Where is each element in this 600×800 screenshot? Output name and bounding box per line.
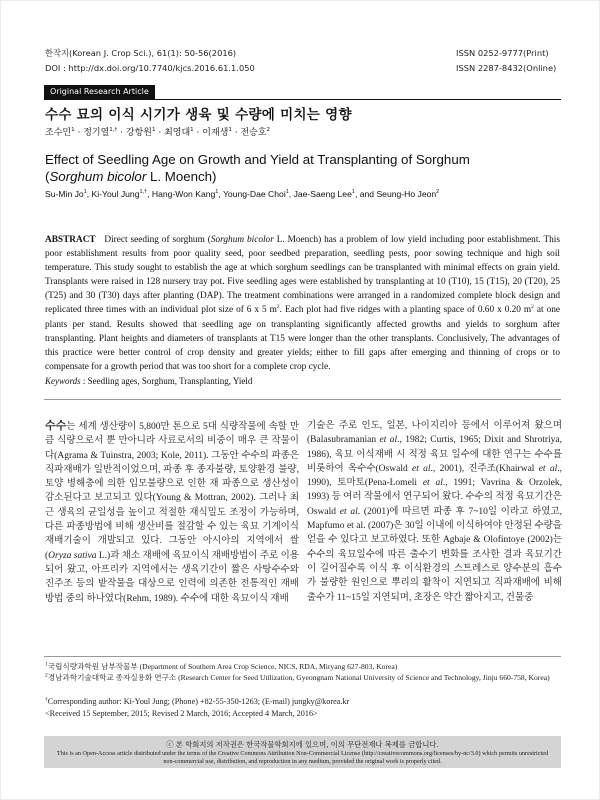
submission-dates: <Received 15 September, 2015; Revised 2 March, 2016; Accepted 4 March, 2016>: [45, 709, 318, 718]
author-separator: ,: [86, 189, 92, 199]
author-affiliation-marker: 1: [190, 127, 194, 133]
author-affiliation-marker: 1: [151, 127, 156, 133]
author-affiliation-marker: 1,†: [139, 189, 148, 196]
license-box: [44, 736, 561, 768]
article-type-bar: [44, 85, 561, 100]
authors-english: [45, 189, 439, 199]
author-affiliation-marker: 1: [83, 189, 87, 196]
issn-print: ISSN 0252-9777(Print): [456, 48, 549, 58]
author-separator: ·: [231, 128, 241, 138]
author-separator: ·: [193, 128, 203, 138]
author-separator: ,: [147, 189, 152, 199]
abstract-label: ABSTRACT: [45, 235, 96, 245]
author-separator: ,: [218, 189, 223, 199]
authors-korean: [45, 125, 270, 138]
title-korean: 수수 묘의 이식 시기가 생육 및 수량에 미치는 영향: [45, 107, 352, 123]
author-affiliation-marker: 1: [228, 127, 232, 133]
keywords-text: : Seedling ages, Sorghum, Transplanting, Yield: [80, 376, 253, 386]
author: 최영대$^1$: [164, 127, 194, 138]
author: Hang-Won Kang$^1$: [151, 189, 219, 199]
body-column-left: 수수는 세계 생산량이 5,800만 톤으로 5대 식량작물에 속할 만큼 식량으로서 뿐 만아니라 사료로서의 비중이 매우 큰 작물이다(Agrama & Tuinstra, 2003; Kole, 2011). 그동안 수수의 파종은 직파재배가 일반적이었으며, 파종 후 종자불량, 토양환경 불량, 토양 병해충에 의한 입모불량으로 인한 재 파종으로 생산성이 감소된다고 보고되고 있다(Young & Mottran, 2002). 그러나 최근 생육의 균일성을 높이고 적절한 재식밀도 조정이 가능하며, 다른 파종방법에 비해 생산비를 절감할 수 있는 육묘 기계이식 재배기술이 개발되고 있다. 그동안 아시아의 지역에서 쌀(Oryza sativa L.)과 채소 재배에 육묘이식 재배방법이 주로 이용되어 왔고, 아프리카 지역에서는 생육기간이 짧은 사탕수수와 진주조 등의 밭작물을 대상으로 인력에 의존한 전통적인 재배방법 중의 하나였다(Rehm, 1989). 수수에 대한 육묘이식 재배: [45, 419, 299, 604]
correspondence: [45, 696, 561, 720]
author-affiliation-marker: 1,†: [109, 127, 118, 133]
author-separator: ·: [117, 128, 126, 138]
author: 이재생$^1$: [202, 127, 232, 138]
author-affiliation-marker: 2: [436, 189, 440, 196]
footnote-divider: [44, 656, 561, 657]
journal-citation: 한작지(Korean J. Crop Sci.), 61(1): 50-56(2016): [45, 48, 237, 58]
title-english: [45, 151, 565, 185]
author-separator: ,: [354, 189, 360, 199]
author-affiliation-marker: 2: [266, 127, 271, 133]
author: Young-Dae Choi$^1$: [222, 189, 289, 199]
article-type-label: Original Research Article: [44, 85, 155, 99]
title-english-main: Effect of Seedling Age on Growth and Yield at Transplanting of Sorghum: [45, 152, 470, 167]
author: Su-Min Jo$^1$: [45, 189, 87, 199]
doi-link[interactable]: DOI : http://dx.doi.org/10.7740/kjcs.2016.61.1.050: [45, 63, 255, 73]
open-access-license: This is an Open-Access article distributed under the terms of the Creative Commons Attribution Non-Commercial License (http://creativecommons.org/licenses/by-nc/3.0) which permits unrestricted non-commercial use, distribution, and reproduction in any medium, provided the original work is properly cited.: [56, 750, 549, 765]
author-separator: ·: [155, 128, 165, 138]
author: 강항원$^1$: [125, 127, 156, 138]
section-divider: [44, 399, 561, 400]
issn-online: ISSN 2287-8432(Online): [456, 63, 557, 73]
abstract: ABSTRACT Direct seeding of sorghum (Sorghum bicolor L. Moench) has a problem of low yield including poor establishment. This poor establishment results from poor quality seed, poor seedbed preparation, seedling pests, poor sowing technique and high soil temperature. This study sought to establish the age at which sorghum seedlings can be transplanted with minimal effects on grain yield. Transplants were raised in 128 nursery tray pot. Five seedling ages were established by transplanting at 10 (T10), 15 (T15), 20 (T20), 25 (T25) and 30 (T30) days after planting (DAP). The treatment combinations were arranged in a randomized complete block design and replicated three times with an individual plot size of 6 x 5 $m^2$. Each plot had five ridges with a planting space of 0.60 x 0.20 $m^2$ at one plants per stand. Results showed that seedling age on transplanting significantly affected growths and yields to sorghum after transplanting. Plant heights and diameters of transplants at T15 were longer than the other transplants. Conclusively, The advantages of this practice were better control of crop density and greater yields; either to fill gaps after emerging and thinning of crops or to compensate for a growth period that was too short for a complete crop cycle.: [45, 235, 561, 372]
author-separator: ,: [288, 189, 294, 199]
affiliations: [45, 661, 561, 683]
author: Ki-Youl Jung$^{1,\dagger}$: [91, 189, 148, 199]
author-affiliation-marker: 1: [351, 189, 355, 196]
issn-block: [456, 46, 556, 76]
corresponding-author: †Corresponding author: Ki-Youl Jung; (Phone) +82-55-350-1263; (E-mail) jungky@korea.kr: [45, 696, 350, 706]
title-english-species-line: (Sorghum bicolor L. Moench): [45, 169, 217, 184]
lead-word: 수수: [45, 419, 67, 432]
author-affiliation-marker: 1: [71, 127, 75, 133]
body-column-right: 기술은 주로 인도, 일본, 나이지리아 등에서 이루어져 왔으며(Balasubramanian et al., 1982; Curtis, 1965; Dixit and Shrotriya, 1986), 육묘 이식재배 시 적정 육묘 일수에 대한 연구는 수수를 비롯하여 옥수수(Oswald et al., 2001), 진주조(Khairwal et al., 1990), 토마토(Pena-Lomeli et al., 1991; Vavrina & Orzolek, 1993) 등 여러 작물에서 연구되어 왔다. 수수의 적정 육묘기간은 Oswald et al. (2001)에 따르면 파종 후 7~10일 이라고 하였고, Mapfumo et al. (2007)은 30일 이내에 이식하여야 안정된 수량을 얻을 수 있다고 보고하였다. 또한 Agbaje & Olofintoye (2002)는 수수의 육묘일수에 따른 출수기 변화를 조사한 결과 육묘기간이 길어질수록 이식 후 이식환경의 스트레스로 양수분의 흡수가 불량한 원인으로 뿌리의 활착이 지연되고 직파재배에 비해 출수가 11~15일 지연되며, 초장은 약간 짧아지고, 건물중: [307, 421, 563, 603]
author: and Seung-Ho Jeon$^2$: [359, 189, 440, 199]
author-affiliation-marker: 1: [285, 189, 289, 196]
journal-citation-block: [45, 46, 255, 76]
keywords-label: Keywords: [45, 376, 81, 386]
author: 전승호$^2$: [240, 127, 271, 138]
keywords: [45, 376, 252, 386]
author-separator: ·: [74, 128, 84, 138]
affiliation-1: $^1$국립식량과학원 남부작물부 (Department of Southern Area Crop Science, NICS, RDA, Miryang 627-803, Korea): [45, 661, 398, 671]
author: 정기열$^{1,\dagger}$: [83, 127, 118, 138]
author: Jae-Saeng Lee$^1$: [293, 189, 355, 199]
author: 조수민$^1$: [45, 127, 75, 138]
species-name: Sorghum bicolor: [49, 169, 147, 184]
affiliation-2: $^2$경남과학기술대학교 종자실용화 연구소 (Research Center for Seed Utilization, Gyeongnam National University of Science and Technology, Jinju 660-758, Korea): [45, 672, 550, 682]
copyright-notice-korean: ⓒ 본 학회지의 저작권은 한국작물학회지에 있으며, 이의 무단전재나 복제를 금합니다.: [166, 740, 439, 749]
author-affiliation-marker: 1: [215, 189, 219, 196]
